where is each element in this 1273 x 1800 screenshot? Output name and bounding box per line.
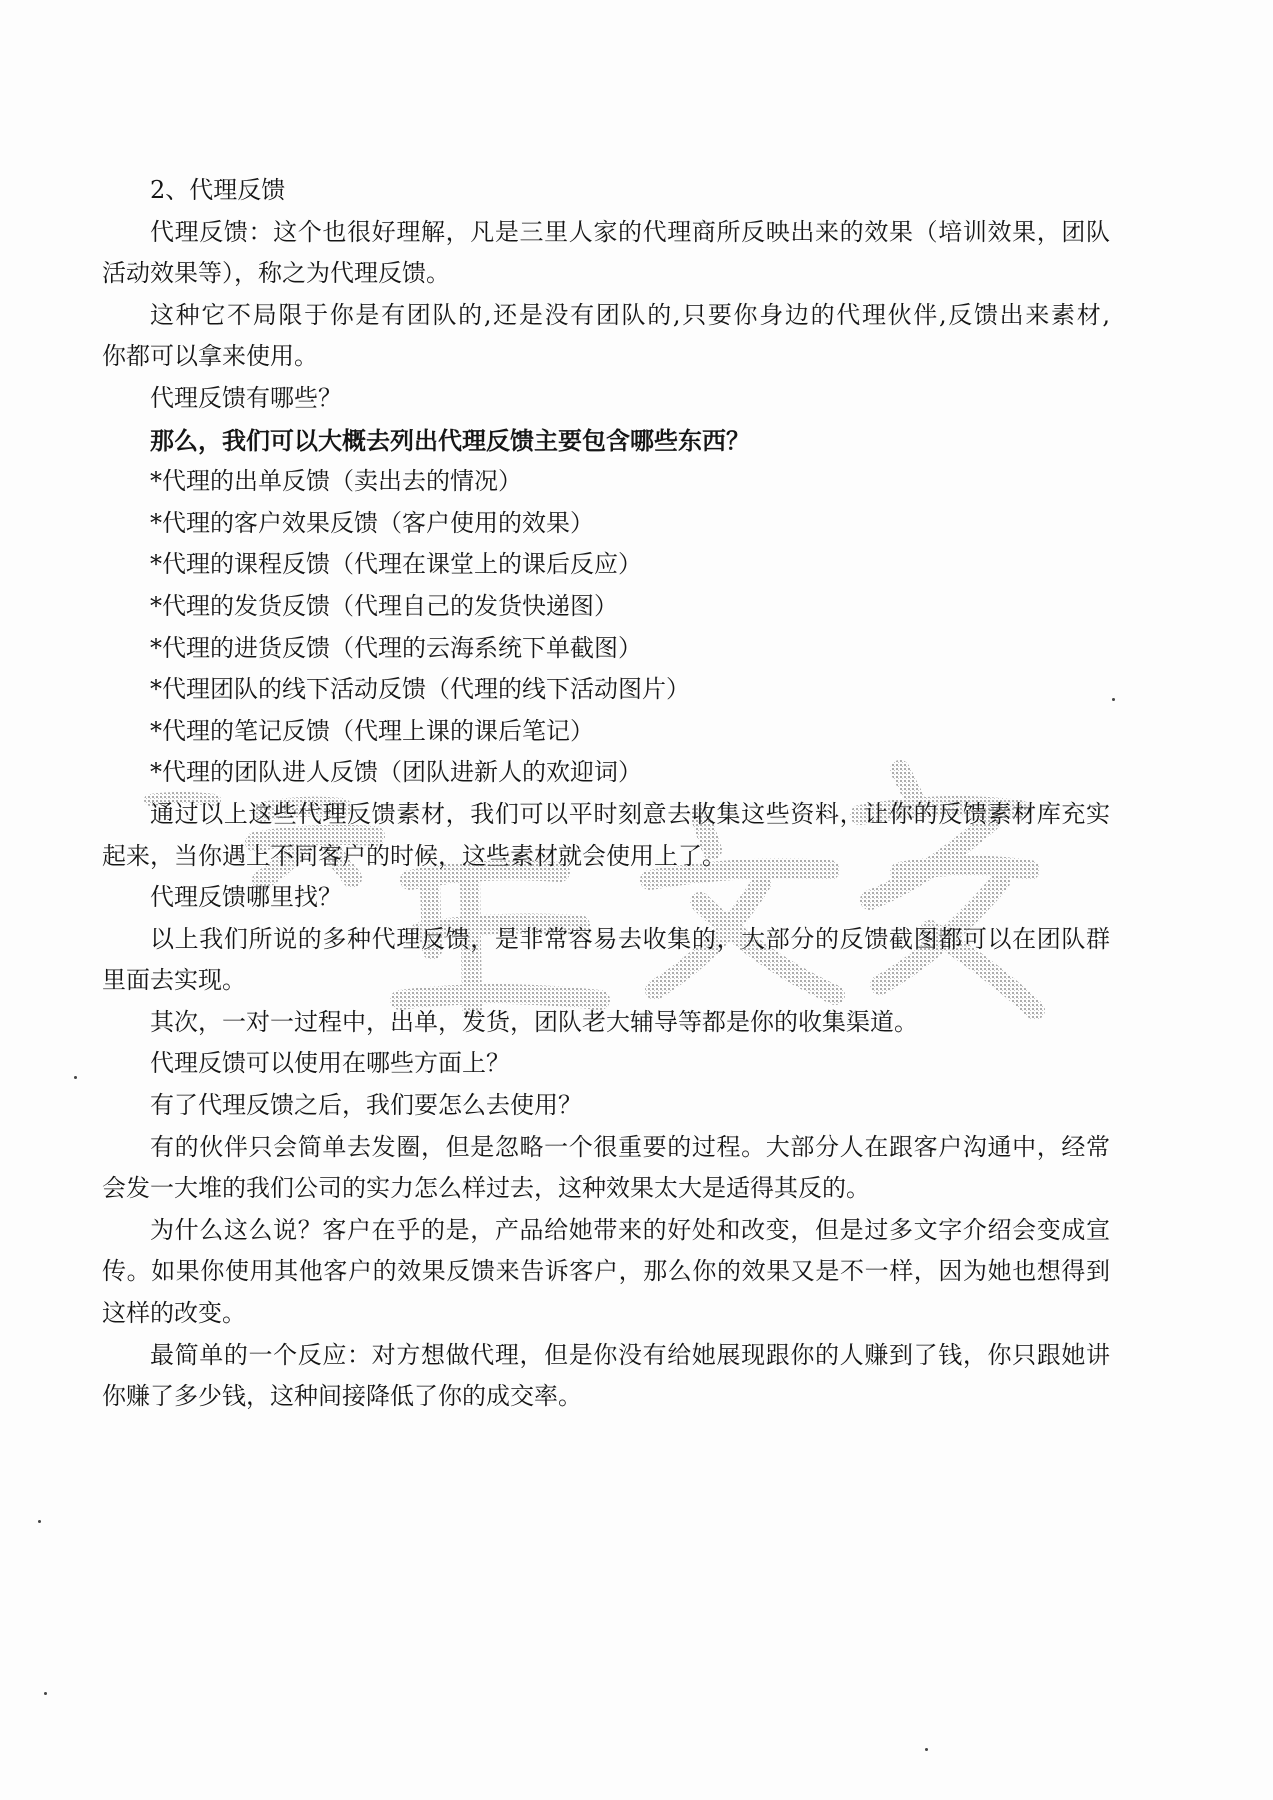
text-line: 这种它不局限于你是有团队的,还是没有团队的,只要你身边的代理伙伴,反馈出来素材,	[150, 300, 1110, 329]
paragraph	[102, 1210, 1110, 1335]
text-line: 其次，一对一过程中，出单，发货，团队老大辅导等都是你的收集渠道。	[150, 1007, 918, 1036]
text-line: 你都可以拿来使用。	[102, 342, 318, 371]
document-body	[102, 170, 1110, 1418]
text-line: *代理团队的线下活动反馈（代理的线下活动图片）	[150, 675, 690, 704]
text-line: 会发一大堆的我们公司的实力怎么样过去，这种效果太大是适得其反的。	[102, 1174, 870, 1203]
text-line: 这样的改变。	[102, 1299, 246, 1328]
list-item	[102, 628, 1110, 670]
scan-speck	[44, 1692, 47, 1695]
paragraph	[102, 295, 1110, 378]
bold-paragraph	[102, 420, 1110, 462]
text-line: *代理的课程反馈（代理在课堂上的课后反应）	[150, 550, 642, 579]
scan-speck	[925, 1748, 928, 1751]
list-item	[102, 461, 1110, 503]
list-item	[102, 586, 1110, 628]
question-heading	[102, 1043, 1110, 1085]
text-line: 代理反馈哪里找？	[150, 883, 342, 912]
list-item	[102, 752, 1110, 794]
text-line: *代理的客户效果反馈（客户使用的效果）	[150, 508, 594, 537]
text-line: 有的伙伴只会简单去发圈，但是忽略一个很重要的过程。大部分人在跟客户沟通中，经常	[150, 1132, 1110, 1161]
scan-speck	[38, 1520, 41, 1523]
text-line: *代理的笔记反馈（代理上课的课后笔记）	[150, 716, 594, 745]
text-line: *代理的发货反馈（代理自己的发货快递图）	[150, 591, 618, 620]
question-heading	[102, 378, 1110, 420]
text-line: 以上我们所说的多种代理反馈，是非常容易去收集的，大部分的反馈截图都可以在团队群	[150, 924, 1110, 953]
text-line: 起来，当你遇上不同客户的时候，这些素材就会使用上了。	[102, 841, 726, 870]
text-line: 通过以上这些代理反馈素材，我们可以平时刻意去收集这些资料，让你的反馈素材库充实	[150, 799, 1110, 828]
scan-speck	[1112, 698, 1115, 701]
question-heading	[102, 877, 1110, 919]
text-line: 里面去实现。	[102, 966, 246, 995]
text-line: 传。如果你使用其他客户的效果反馈来告诉客户，那么你的效果又是不一样，因为她也想得到	[102, 1257, 1110, 1286]
text-line: *代理的出单反馈（卖出去的情况）	[150, 467, 522, 496]
scan-speck	[74, 1076, 77, 1079]
text-line: *代理的进货反馈（代理的云海系统下单截图）	[150, 633, 642, 662]
text-line: *代理的团队进人反馈（团队进新人的欢迎词）	[150, 758, 642, 787]
list-item	[102, 711, 1110, 753]
text-line: 你赚了多少钱，这种间接降低了你的成交率。	[102, 1382, 582, 1411]
text-line: 活动效果等），称之为代理反馈。	[102, 259, 450, 288]
text-line: 有了代理反馈之后，我们要怎么去使用？	[150, 1091, 582, 1120]
text-line: 为什么这么说？客户在乎的是，产品给她带来的好处和改变，但是过多文字介绍会变成宣	[150, 1215, 1110, 1244]
text-line: 代理反馈可以使用在哪些方面上？	[150, 1049, 510, 1078]
paragraph	[102, 1335, 1110, 1418]
list-item	[102, 503, 1110, 545]
paragraph	[102, 794, 1110, 877]
text-line: 最简单的一个反应：对方想做代理，但是你没有给她展现跟你的人赚到了钱，你只跟她讲	[150, 1340, 1110, 1369]
text-line: 2、代理反馈	[150, 176, 286, 204]
paragraph	[102, 212, 1110, 295]
list-item	[102, 544, 1110, 586]
text-line: 代理反馈：这个也很好理解，凡是三里人家的代理商所反映出来的效果（培训效果，团队	[150, 217, 1110, 246]
section-heading	[102, 170, 1110, 212]
paragraph	[102, 1127, 1110, 1210]
paragraph	[102, 919, 1110, 1002]
text-line: 代理反馈有哪些？	[150, 383, 342, 412]
paragraph	[102, 1085, 1110, 1127]
paragraph	[102, 1002, 1110, 1044]
text-line: 那么，我们可以大概去列出代理反馈主要包含哪些东西？	[150, 425, 750, 455]
list-item	[102, 669, 1110, 711]
